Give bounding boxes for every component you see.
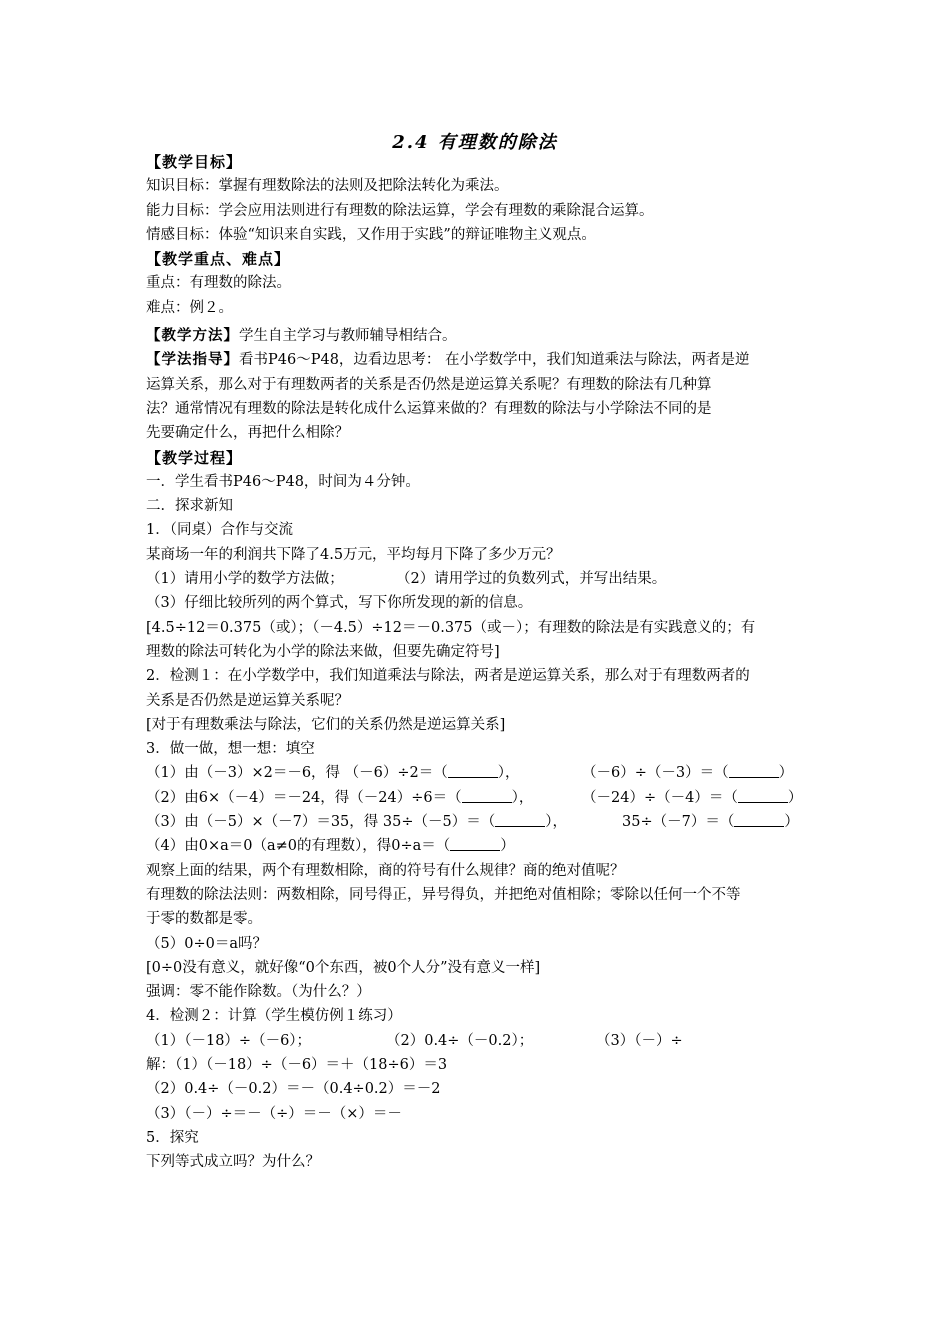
explore-question: 下列等式成立吗？为什么？	[146, 1154, 320, 1171]
solution-2: （2）0.4÷（－0.2）＝－（0.4÷0.2）＝－2	[146, 1081, 441, 1098]
division-rule-line-1: 有理数的除法法则：两数相除，同号得正，异号得负，并把绝对值相除；零除以任何一个不等	[146, 886, 741, 903]
fill-in-close: ），	[511, 789, 534, 806]
solution-1: 解：（1）（－18）÷（－6）＝＋（18÷6）＝3	[146, 1056, 448, 1073]
exercise-3: （3）（－）÷	[596, 1032, 683, 1049]
fill-in-close: ），	[545, 814, 567, 831]
fill-in-2b-text: （－24）÷（－4）＝（	[582, 789, 738, 806]
fill-in-row-2	[146, 786, 816, 810]
process-item-3: 3．做一做，想一想：填空	[146, 741, 315, 758]
blank	[495, 812, 545, 827]
task-3: （3）仔细比较所列的两个算式，写下你所发现的新的信息。	[146, 595, 533, 612]
process-step-1: 一．学生看书P46～P48，时间为４分钟。	[146, 473, 420, 490]
check-1-answer: [对于有理数乘法与除法，它们的关系仍然是逆运算关系]	[146, 716, 506, 733]
fill-in-2b	[582, 786, 802, 810]
check-1-line-2: 关系是否仍然是逆运算关系呢？	[146, 692, 349, 709]
fill-in-4a-text: （4）由0×a＝0（a≠0的有理数），得0÷a＝（	[146, 838, 451, 855]
section-heading-method: 【教学方法】	[146, 327, 239, 345]
guidance-text: 看书P46～P48，边看边思考： 在小学数学中，我们知道乘法与除法，两者是逆	[239, 352, 750, 369]
check-1-line-1: 2．检测１：在小学数学中，我们知道乘法与除法，两者是逆运算关系，那么对于有理数两者的	[146, 668, 750, 685]
fill-in-close: ）	[778, 765, 794, 782]
fill-in-1b-text: （－6）÷（－3）＝（	[582, 765, 729, 782]
section-heading-process: 【教学过程】	[146, 448, 243, 467]
section-heading-guidance: 【学法指导】	[146, 351, 239, 369]
observation-question: 观察上面的结果，两个有理数相除，商的符号有什么规律？商的绝对值呢？	[146, 862, 625, 879]
fill-in-row-1	[146, 761, 816, 785]
emphasis-note: 强调：零不能作除数。（为什么？）	[146, 984, 371, 1001]
fill-in-1b	[582, 761, 793, 785]
exercise-1: （1）（－18）÷（－6）；	[146, 1032, 312, 1049]
method-text: 学生自主学习与教师辅导相结合。	[239, 328, 457, 345]
method-paragraph	[146, 324, 816, 348]
objective-emotion: 情感目标：体验“知识来自实践，又作用于实践”的辩证唯物主义观点。	[146, 226, 596, 243]
fill-in-close: ），	[497, 765, 520, 782]
fill-in-close: ）	[500, 838, 515, 855]
task-2: （2）请用学过的负数列式，并写出结果。	[396, 571, 667, 588]
objective-ability: 能力目标：学会应用法则进行有理数的除法运算，学会有理数的乘除混合运算。	[146, 202, 654, 219]
process-item-5: 5．探究	[146, 1129, 199, 1146]
blank	[738, 788, 788, 803]
process-item-4: 4．检测２：计算（学生模仿例１练习）	[146, 1008, 402, 1025]
blank	[448, 763, 498, 778]
guidance-line-3: 法？通常情况有理数的除法是转化成什么运算来做的？有理数的除法与小学除法不同的是	[146, 400, 712, 417]
blank	[462, 788, 512, 803]
fill-in-row-4	[146, 834, 816, 858]
fill-in-3a	[146, 810, 622, 834]
task-1: （1）请用小学的数学方法做；	[146, 571, 344, 588]
guidance-line-4: 先要确定什么，再把什么相除？	[146, 425, 349, 442]
fill-in-3b-text: 35÷（－7）＝（	[622, 814, 735, 831]
blank	[729, 763, 779, 778]
process-item-1: 1．（同桌）合作与交流	[146, 522, 293, 539]
fill-in-3b	[622, 810, 799, 834]
guidance-line-1	[146, 348, 816, 372]
answer-1-line-2: 理数的除法可转化为小学的除法来做，但要先确定符号]	[146, 643, 500, 660]
blank	[450, 836, 500, 851]
exercise-2: （2）0.4÷（－0.2）；	[386, 1032, 534, 1049]
section-heading-key-points: 【教学重点、难点】	[146, 250, 291, 269]
fill-in-close: ）	[787, 789, 803, 806]
fill-in-row-3	[146, 810, 816, 834]
solution-3: （3）（－）÷＝－（÷）＝－（×）＝－	[146, 1105, 402, 1122]
fill-in-2a	[146, 786, 582, 810]
difficult-point: 难点：例２。	[146, 299, 233, 316]
problem-tasks	[146, 567, 816, 591]
fill-in-3a-text: （3）由（－5）×（－7）＝35，得 35÷（－5）＝（	[146, 814, 496, 831]
division-rule-line-2: 于零的数都是零。	[146, 911, 262, 928]
problem-statement: 某商场一年的利润共下降了4.5万元，平均每月下降了多少万元？	[146, 546, 561, 563]
section-heading-objectives: 【教学目标】	[146, 153, 243, 171]
exercise-row	[146, 1029, 816, 1053]
fill-in-1a-text: （1）由（－3）×2＝－6，得 （－6）÷2＝（	[146, 765, 448, 782]
document-body	[146, 150, 816, 1174]
fill-in-2a-text: （2）由6×（－4）＝－24，得（－24）÷6＝（	[146, 789, 462, 806]
process-step-2: 二．探求新知	[146, 498, 233, 515]
key-point: 重点：有理数的除法。	[146, 275, 291, 292]
objective-knowledge: 知识目标：掌握有理数除法的法则及把除法转化为乘法。	[146, 178, 509, 195]
fill-in-close: ）	[784, 814, 799, 831]
answer-5: [0÷0没有意义，就好像“0个东西，被0个人分”没有意义一样]	[146, 959, 541, 976]
answer-1-line-1: [4.5÷12＝0.375（或）；（－4.5）÷12＝－0.375（或－）；有理数的除法是有实践意义的；有	[146, 619, 756, 636]
question-5: （5）0÷0＝a吗？	[146, 935, 267, 952]
page-title: 2.4 有理数的除法	[392, 132, 558, 153]
fill-in-1a	[146, 761, 582, 785]
guidance-line-2: 运算关系，那么对于有理数两者的关系是否仍然是逆运算关系呢？有理数的除法有几种算	[146, 376, 712, 393]
blank	[734, 812, 784, 827]
